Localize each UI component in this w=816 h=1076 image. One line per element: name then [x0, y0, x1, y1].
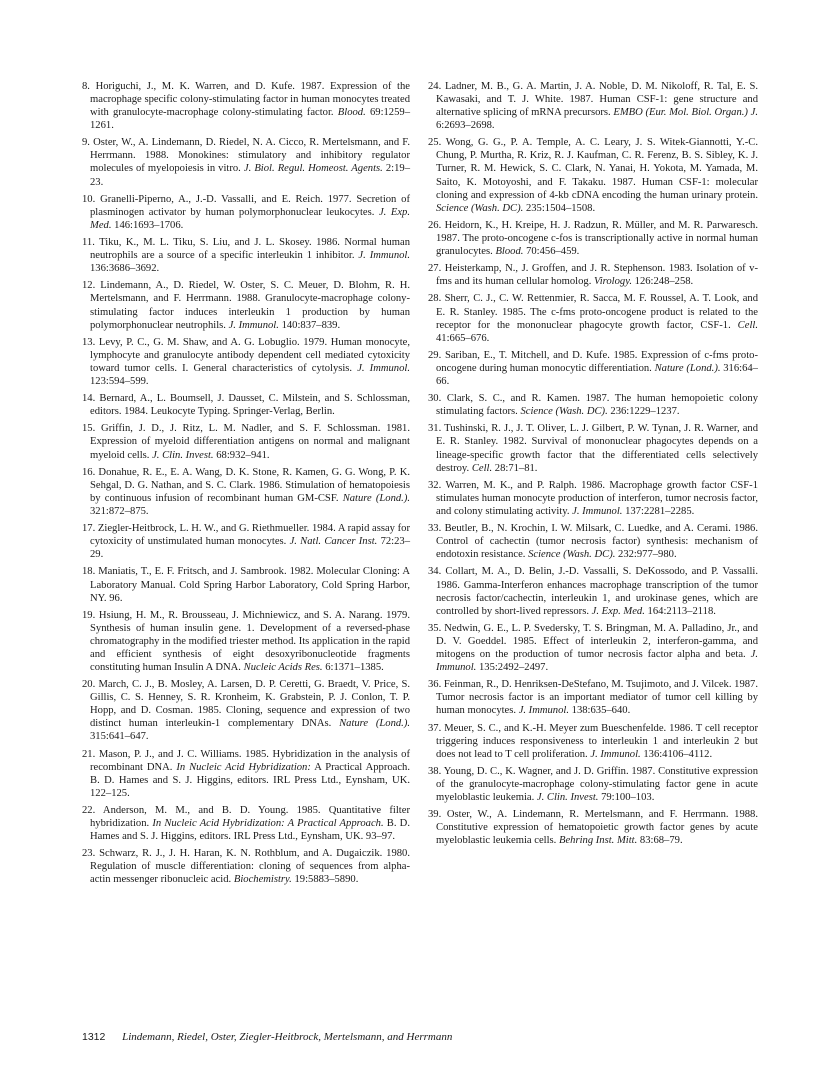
reference-citation: 70:456–459. — [526, 245, 580, 257]
reference-text: Young, D. C., K. Wagner, and J. D. Griffin. 1987. Constitutive expression of the granulocyte-macrophage colony-stimulating factor gene in acute myeloblastic leukemia. — [436, 765, 758, 803]
reference-number: 10. — [82, 193, 96, 205]
reference-citation: 6:2693–2698. — [436, 120, 495, 132]
reference-number: 26. — [428, 219, 442, 231]
reference-entry — [82, 847, 410, 886]
reference-journal: Cell. — [471, 462, 493, 474]
reference-text: Feinman, R., D. Henriksen-DeStefano, M. Tsujimoto, and J. Vilcek. 1987. Tumor necrosis factor is an important mediator of tumor cell killing by human monocytes. — [436, 679, 758, 717]
reference-number: 21. — [82, 748, 96, 760]
reference-entry — [82, 748, 410, 800]
reference-citation: 136:4106–4112. — [643, 748, 713, 760]
reference-journal: Blood. — [495, 245, 524, 257]
reference-entry — [428, 622, 758, 674]
reference-journal: Science (Wash. DC). — [436, 202, 524, 214]
reference-journal: J. Clin. Invest. — [536, 791, 599, 803]
reference-journal: Nucleic Acids Res. — [243, 661, 323, 673]
reference-journal: J. Immunol. — [228, 319, 279, 331]
reference-text: Sherr, C. J., C. W. Rettenmier, R. Sacca, M. F. Roussel, A. T. Look, and E. R. Stanley. 1985. The c-fms proto-oncogene product is related to the receptor for the mononuclear phagocyte growth factor, CSF-1. — [436, 293, 758, 331]
reference-number: 33. — [428, 523, 442, 535]
reference-entry — [82, 279, 410, 331]
reference-number: 36. — [428, 679, 442, 691]
reference-entry — [428, 808, 758, 847]
reference-journal: J. Immunol. — [358, 250, 411, 262]
reference-journal: J. Clin. Invest. — [152, 449, 214, 461]
reference-citation: A Practical Approach. B. D. Hames and S. J. Higgins, editors. IRL Press Ltd., Eynsham, UK. 122–125. — [90, 761, 410, 799]
page-footer — [82, 1031, 452, 1043]
reference-entry — [428, 262, 758, 288]
reference-entry — [82, 80, 410, 132]
reference-journal: EMBO (Eur. Mol. Biol. Organ.) J. — [613, 107, 758, 119]
reference-entry — [82, 565, 410, 604]
reference-number: 9. — [82, 137, 90, 149]
reference-text: Lindemann, A., D. Riedel, W. Oster, S. C. Meuer, D. Blohm, R. H. Mertelsmann, and F. Herrmann. 1988. Granulocyte-macrophage colony-stimulating factor induces interleukin 1 production by human polymorphonuclear neutrophils. — [90, 280, 410, 331]
reference-text: Anderson, M. M., and B. D. Young. 1985. Quantitative filter hybridization. — [90, 805, 410, 830]
reference-entry — [428, 219, 758, 258]
reference-citation: 235:1504–1508. — [525, 202, 596, 214]
reference-text: Granelli-Piperno, A., J.-D. Vassalli, and E. Reich. 1977. Secretion of plasminogen activator by human polymorphonuclear leukocytes. — [90, 193, 410, 218]
reference-citation: 232:977–980. — [618, 549, 677, 561]
reference-entry — [82, 193, 410, 232]
reference-citation: B. D. Hames and S. J. Higgins, editors. IRL Press Ltd., Eynsham, UK. 93–97. — [90, 818, 410, 843]
reference-number: 23. — [82, 848, 96, 860]
reference-text: Beutler, B., N. Krochin, I. W. Milsark, C. Luedke, and A. Cerami. 1986. Control of cachectin (tumor necrosis factor) synthesis: mechanism of endotoxin resistance. — [436, 523, 758, 561]
reference-entry — [82, 422, 410, 461]
reference-text: Bernard, A., L. Boumsell, J. Dausset, C. Milstein, and S. Schlossman, editors. 1984. Leukocyte Typing. Springer-Verlag, Berlin. — [90, 393, 410, 418]
reference-number: 22. — [82, 805, 96, 817]
reference-citation: 83:68–79. — [639, 835, 683, 847]
reference-citation: 68:932–941. — [216, 449, 270, 461]
reference-citation: 41:665–676. — [436, 332, 490, 344]
reference-number: 14. — [82, 393, 96, 405]
reference-number: 13. — [82, 336, 96, 348]
reference-entry — [428, 522, 758, 561]
reference-number: 27. — [428, 263, 442, 275]
reference-entry — [82, 466, 410, 518]
reference-number: 32. — [428, 479, 442, 491]
reference-journal: Blood. — [337, 107, 366, 119]
reference-number: 25. — [428, 137, 442, 149]
reference-number: 30. — [428, 393, 442, 405]
reference-number: 8. — [82, 81, 90, 92]
reference-text: Tiku, K., M. L. Tiku, S. Liu, and J. L. Skosey. 1986. Normal human neutrophils are a source of a specific interleukin 1 inhibitor. — [90, 237, 410, 262]
reference-text: Hsiung, H. M., R. Brousseau, J. Michniewicz, and S. A. Narang. 1979. Synthesis of human insulin gene. 1. Development of a reversed-phase chromatography in the modified triester method. Its application in the rapid and efficient synthesis of eight desoxyribonucleotide fragments constituting human Insulin A DNA. — [90, 609, 410, 673]
reference-journal: Cell. — [737, 319, 758, 331]
reference-number: 11. — [82, 237, 95, 249]
reference-entry — [428, 565, 758, 617]
reference-citation: 135:2492–2497. — [478, 661, 549, 673]
reference-text: Donahue, R. E., E. A. Wang, D. K. Stone, R. Kamen, G. G. Wong, P. K. Sehgal, D. G. Nathan, and S. C. Clark. 1986. Stimulation of hematopoiesis by continuous infusion of recombinant human GM-CSF. — [90, 466, 410, 504]
reference-entry — [82, 609, 410, 674]
reference-number: 18. — [82, 566, 96, 578]
reference-number: 38. — [428, 765, 442, 777]
reference-citation: 136:3686–3692. — [90, 263, 160, 275]
reference-number: 16. — [82, 466, 96, 478]
reference-text: Ziegler-Heitbrock, L. H. W., and G. Riethmueller. 1984. A rapid assay for cytoxicity of unstimulated human monocytes. — [90, 523, 410, 548]
reference-journal: J. Exp. Med. — [90, 206, 410, 231]
reference-journal: Science (Wash. DC). — [528, 549, 616, 561]
reference-citation: 164:2113–2118. — [647, 605, 716, 617]
reference-citation: 315:641–647. — [90, 731, 149, 743]
reference-text: Warren, M. K., and P. Ralph. 1986. Macrophage growth factor CSF-1 stimulates human monocyte production of interferon, tumor necrosis factor, and colony stimulating activity. — [436, 479, 758, 517]
reference-journal: Virology. — [594, 276, 632, 288]
reference-journal: J. Immunol. — [436, 648, 758, 673]
running-authors: Lindemann, Riedel, Oster, Ziegler-Heitbrock, Mertelsmann, and Herrmann — [122, 1031, 453, 1043]
reference-citation: 79:100–103. — [601, 791, 655, 803]
reference-journal: J. Immunol. — [572, 505, 623, 517]
reference-citation: 72:23–29. — [90, 536, 411, 561]
reference-journal: In Nucleic Acid Hybridization: A Practical Approach. — [152, 818, 384, 830]
reference-journal: J. Exp. Med. — [591, 605, 645, 617]
reference-number: 24. — [428, 81, 442, 92]
reference-text: Heisterkamp, N., J. Groffen, and J. R. Stephenson. 1983. Isolation of v-fms and its human cellular homolog. — [436, 263, 758, 288]
reference-journal: Science (Wash. DC). — [520, 406, 608, 418]
reference-entry — [82, 236, 410, 275]
reference-journal: Biochemistry. — [233, 874, 292, 886]
reference-journal: In Nucleic Acid Hybridization: — [176, 761, 311, 773]
reference-entry — [82, 336, 410, 388]
reference-number: 31. — [428, 423, 442, 435]
reference-text: Sariban, E., T. Mitchell, and D. Kufe. 1985. Expression of c-fms proto-oncogene during human monocytic differentiation. — [436, 349, 758, 374]
reference-number: 17. — [82, 523, 96, 535]
reference-citation: 123:594–599. — [90, 375, 149, 387]
reference-journal: J. Biol. Regul. Homeost. Agents. — [243, 163, 383, 175]
reference-text: Clark, S. C., and R. Kamen. 1987. The human hemopoietic colony stimulating factors. — [436, 393, 758, 418]
page-number: 1312 — [82, 1031, 106, 1043]
reference-entry — [82, 678, 410, 743]
reference-journal: Nature (Lond.). — [342, 492, 410, 504]
reference-citation: 146:1693–1706. — [114, 219, 184, 231]
reference-citation: 28:71–81. — [494, 462, 538, 474]
reference-journal: Nature (Lond.). — [654, 362, 721, 374]
reference-citation: 316:64–66. — [436, 362, 758, 387]
reference-entry — [82, 804, 410, 843]
reference-entry — [428, 678, 758, 717]
reference-entry — [428, 292, 758, 344]
reference-entry — [428, 422, 758, 474]
reference-text: Tushinski, R. J., J. T. Oliver, L. J. Gilbert, P. W. Tynan, J. R. Warner, and E. R. Stanley. 1982. Survival of mononuclear phagocytes depends on a lineage-specific growth factor that the differentiated cells selectively destroy. — [436, 423, 758, 474]
reference-list-left — [82, 80, 410, 891]
reference-citation: 19:5883–5890. — [294, 874, 359, 886]
reference-text: March, C. J., B. Mosley, A. Larsen, D. P. Ceretti, G. Braedt, V. Price, S. Gillis, C. S. Henney, S. R. Kronheim, K. Grabstein, P. J. Conlon, T. P. Hopp, and D. Cosman. 1985. Cloning, sequence and expression of two distinct human interleukin-1 complementary DNAs. — [90, 679, 410, 730]
reference-journal: J. Immunol. — [518, 705, 569, 717]
reference-text: Oster, W., A. Lindemann, D. Riedel, N. A. Cicco, R. Mertelsmann, and F. Herrmann. 1988. Monokines: stimulatory and inhibitory regulator molecules of myelopoiesis in vitro. — [90, 137, 410, 175]
reference-text: Ladner, M. B., G. A. Martin, J. A. Noble, D. M. Nikoloff, R. Tal, E. S. Kawasaki, and T. J. White. 1987. Human CSF-1: gene structure and alternative splicing of mRNA precursors. — [436, 81, 758, 119]
reference-number: 19. — [82, 609, 96, 621]
reference-number: 20. — [82, 679, 96, 691]
reference-number: 35. — [428, 622, 442, 634]
reference-list-right — [428, 80, 758, 852]
reference-citation: 6:1371–1385. — [325, 661, 384, 673]
reference-number: 15. — [82, 423, 96, 435]
reference-number: 37. — [428, 722, 442, 734]
reference-entry — [82, 136, 410, 188]
reference-entry — [428, 80, 758, 132]
reference-entry — [428, 392, 758, 418]
reference-entry — [428, 349, 758, 388]
reference-text: Oster, W., A. Lindemann, R. Mertelsmann, and F. Herrmann. 1988. Constitutive expression of hematopoietic growth factor genes by acute myeloblastic leukemia cells. — [436, 809, 759, 847]
reference-citation: 236:1229–1237. — [610, 406, 680, 418]
reference-entry — [428, 765, 758, 804]
reference-citation: 2:19–23. — [90, 163, 411, 188]
reference-citation: 126:248–258. — [634, 276, 694, 288]
reference-journal: J. Natl. Cancer Inst. — [289, 536, 378, 548]
reference-number: 12. — [82, 280, 96, 292]
reference-entry — [82, 392, 410, 418]
reference-citation: 321:872–875. — [90, 505, 149, 517]
reference-entry — [428, 136, 758, 214]
reference-number: 34. — [428, 566, 442, 578]
reference-text: Collart, M. A., D. Belin, J.-D. Vassalli, S. DeKossodo, and P. Vassalli. 1986. Gamma-Interferon enhances macrophage transcription of the tumor necrosis factor/cachectin, interleukin 1, and urokinase genes, which are controlled by short-lived repressors. — [436, 566, 758, 617]
reference-journal: Behring Inst. Mitt. — [558, 835, 638, 847]
reference-citation: 138:635–640. — [571, 705, 631, 717]
reference-text: Nedwin, G. E., L. P. Svedersky, T. S. Bringman, M. A. Palladino, Jr., and D. V. Goeddel. 1985. Effect of interleukin 2, interferon-gamma, and mitogens on the production of tumor necrosis factor alpha and beta. — [436, 622, 758, 660]
reference-journal: J. Immunol. — [357, 362, 410, 374]
reference-entry — [428, 479, 758, 518]
reference-text: Heidorn, K., H. Kreipe, H. J. Radzun, R. Müller, and M. R. Parwaresch. 1987. The proto-oncogene c-fos is transcriptionally active in normal human granulocytes. — [436, 219, 758, 257]
reference-text: Wong, G. G., P. A. Temple, A. C. Leary, J. S. Witek-Giannotti, Y.-C. Chung, P. Murtha, R. Kriz, R. J. Kaufman, C. R. Ferenz, B. S. Sibley, K. J. Turner, R. M. Hewick, S. C. Clark, N. Yanai, H. Yokota, M. Yamada, M. Saito, K. Motoyoshi, and F. Takaku. 1987. Human CSF-1: molecular cloning and expression of 4-kb cDNA encoding the human urinary protein. — [436, 137, 758, 201]
reference-number: 28. — [428, 293, 442, 305]
reference-citation: 137:2281–2285. — [625, 505, 695, 517]
reference-entry — [82, 522, 410, 561]
reference-journal: Nature (Lond.). — [339, 718, 410, 730]
reference-citation: 140:837–839. — [281, 319, 341, 331]
reference-entry — [428, 722, 758, 761]
reference-number: 39. — [428, 809, 442, 821]
reference-text: Griffin, J. D., J. Ritz, L. M. Nadler, and S. F. Schlossman. 1981. Expression of myeloid differentiation antigens on normal and malignant myeloid cells. — [90, 423, 410, 461]
reference-citation: 69:1259–1261. — [90, 107, 410, 132]
reference-journal: J. Immunol. — [590, 748, 641, 760]
reference-text: Horiguchi, J., M. K. Warren, and D. Kufe. 1987. Expression of the macrophage specific colony-stimulating factor in human monocytes treated with granulocyte-macrophage colony-stimulating factor. — [90, 81, 410, 119]
reference-text: Maniatis, T., E. F. Fritsch, and J. Sambrook. 1982. Molecular Cloning: A Laboratory Manual. Cold Spring Harbor Laboratory, Cold Spring Harbor, NY. 96. — [90, 566, 410, 604]
reference-number: 29. — [428, 349, 442, 361]
reference-text: Mason, P. J., and J. C. Williams. 1985. Hybridization in the analysis of recombinant DNA. — [90, 748, 411, 773]
reference-text: Schwarz, R. J., J. H. Haran, K. N. Rothblum, and A. Dugaiczik. 1980. Regulation of muscle differentiation: cloning of sequences from alpha-actin messenger ribonucleic acid. — [90, 848, 410, 886]
reference-text: Meuer, S. C., and K.-H. Meyer zum Bueschenfelde. 1986. T cell receptor triggering induces responsiveness to interleukin 1 and interleukin 2 but does not lead to T cell proliferation. — [436, 722, 758, 760]
reference-text: Levy, P. C., G. M. Shaw, and A. G. Lobuglio. 1979. Human monocyte, lymphocyte and granulocyte antibody dependent cell mediated cytoxicity toward tumor cells. I. General characteristics of cytolysis. — [90, 336, 410, 374]
